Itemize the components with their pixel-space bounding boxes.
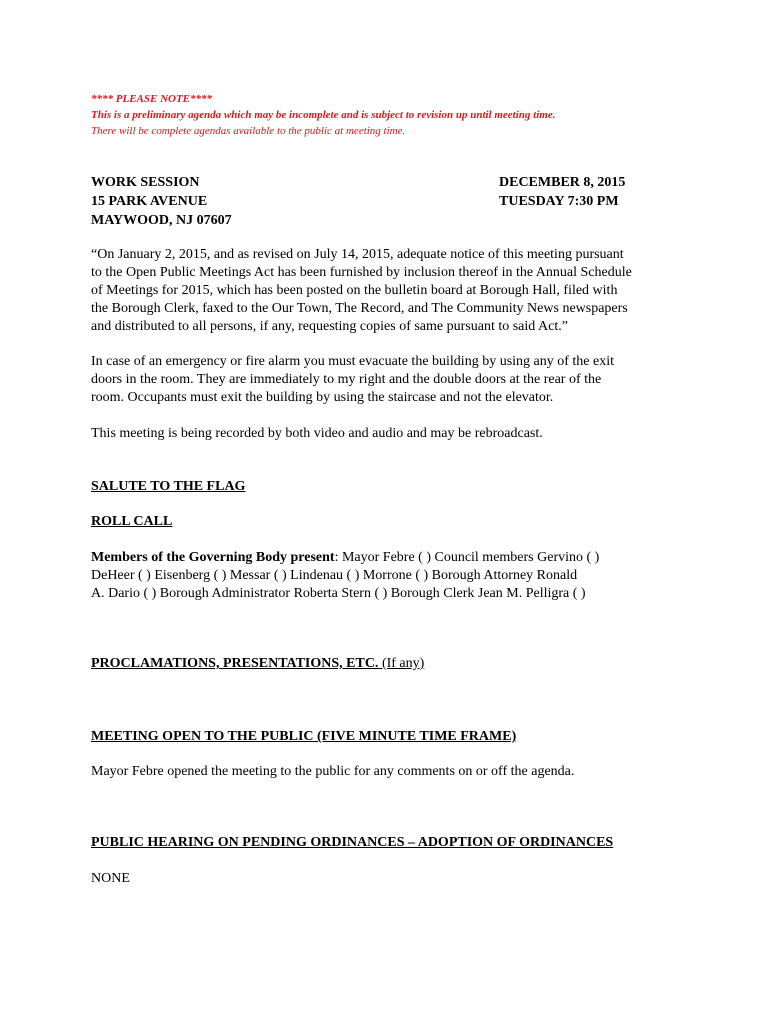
members-line-3: A. Dario ( ) Borough Administrator Roberta Stern ( ) Borough Clerk Jean M. Pelligra ( ) xyxy=(91,586,586,601)
notice-line-2: There will be complete agendas available to the public at meeting time. xyxy=(91,125,406,137)
emergency-line: In case of an emergency or fire alarm you must evacuate the building by using any of the exit xyxy=(91,354,615,369)
statement-line: the Borough Clerk, faxed to the Our Town, The Record, and The Community News newspapers xyxy=(91,301,628,316)
proclamations-tail: (If any) xyxy=(378,656,425,671)
members-line-1 xyxy=(91,549,691,567)
meeting-time: TUESDAY 7:30 PM xyxy=(499,194,619,209)
statement-line: to the Open Public Meetings Act has been furnished by inclusion thereof in the Annual Schedule xyxy=(91,265,632,280)
public-hearing-text: NONE xyxy=(91,871,130,886)
meeting-street: 15 PARK AVENUE xyxy=(91,194,208,209)
recording-notice: This meeting is being recorded by both video and audio and may be rebroadcast. xyxy=(91,426,543,441)
proclamations-heading xyxy=(91,655,424,673)
preliminary-notice xyxy=(91,91,711,139)
proclamations-title: PROCLAMATIONS, PRESENTATIONS, ETC. xyxy=(91,656,379,671)
meeting-open-text: Mayor Febre opened the meeting to the public for any comments on or off the agenda. xyxy=(91,764,575,779)
notice-title: **** PLEASE NOTE**** xyxy=(91,93,213,105)
members-line-2: DeHeer ( ) Eisenberg ( ) Messar ( ) Lindenau ( ) Morrone ( ) Borough Attorney Ronald xyxy=(91,568,578,583)
public-hearing-heading: PUBLIC HEARING ON PENDING ORDINANCES – ADOPTION OF ORDINANCES xyxy=(91,835,614,850)
emergency-line: doors in the room. They are immediately to my right and the double doors at the rear of the xyxy=(91,372,602,387)
open-meetings-statement xyxy=(91,246,691,336)
roll-call-members xyxy=(91,549,691,603)
meeting-type: WORK SESSION xyxy=(91,175,200,190)
emergency-instructions xyxy=(91,353,691,407)
members-label: Members of the Governing Body present xyxy=(91,550,335,565)
meeting-city: MAYWOOD, NJ 07607 xyxy=(91,213,232,228)
statement-line: and distributed to all persons, if any, requesting copies of same pursuant to said Act.” xyxy=(91,319,568,334)
salute-heading: SALUTE TO THE FLAG xyxy=(91,479,246,494)
meeting-date: DECEMBER 8, 2015 xyxy=(499,175,626,190)
members-line-1-text: : Mayor Febre ( ) Council members Gervino ( ) xyxy=(334,550,600,565)
statement-line: “On January 2, 2015, and as revised on July 14, 2015, adequate notice of this meeting pursuant xyxy=(91,247,624,262)
meeting-location xyxy=(91,173,232,230)
notice-line-1: This is a preliminary agenda which may be incomplete and is subject to revision up until meeting time. xyxy=(91,109,556,121)
emergency-line: room. Occupants must exit the building by using the staircase and not the elevator. xyxy=(91,390,554,405)
meeting-datetime xyxy=(499,173,625,211)
statement-line: of Meetings for 2015, which has been posted on the bulletin board at Borough Hall, filed with xyxy=(91,283,618,298)
meeting-open-heading: MEETING OPEN TO THE PUBLIC (FIVE MINUTE TIME FRAME) xyxy=(91,729,517,744)
roll-call-heading: ROLL CALL xyxy=(91,514,173,529)
